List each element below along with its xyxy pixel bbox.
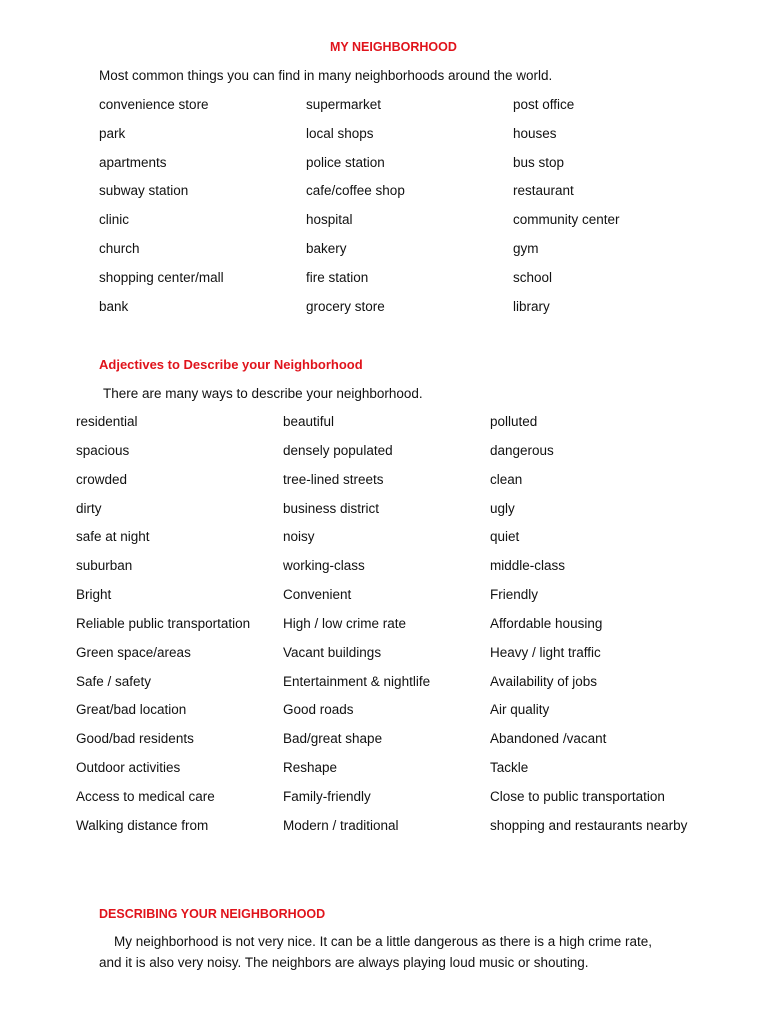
list-item: middle-class: [490, 558, 566, 574]
list-item: Walking distance from: [76, 817, 209, 833]
paragraph-line: and it is also very noisy. The neighbors are always playing loud music or shouting.: [99, 954, 589, 970]
list-item: subway station: [99, 183, 189, 199]
list-item: post office: [513, 97, 575, 112]
list-item: supermarket: [306, 97, 382, 112]
list-item: library: [513, 298, 550, 314]
list-item: Reshape: [283, 760, 338, 776]
list-item: Vacant buildings: [283, 644, 382, 660]
list-item: suburban: [76, 558, 133, 574]
list-item: Tackle: [490, 760, 529, 776]
list-item: apartments: [99, 154, 167, 170]
list-item: cafe/coffee shop: [306, 183, 405, 199]
list-item: Family-friendly: [283, 788, 371, 804]
list-item: fire station: [306, 269, 369, 285]
list-item: Convenient: [283, 587, 352, 603]
list-item: Good/bad residents: [76, 731, 194, 747]
list-item: gym: [513, 240, 539, 256]
list-item: dirty: [76, 500, 102, 516]
list-item: bakery: [306, 240, 347, 256]
list-item: tree-lined streets: [283, 471, 384, 487]
list-item: beautiful: [283, 414, 335, 429]
page-title: MY NEIGHBORHOOD: [330, 40, 457, 54]
list-item: densely populated: [283, 442, 393, 458]
list-item: grocery store: [306, 298, 385, 314]
list-item: clinic: [99, 212, 130, 228]
list-item: Good roads: [283, 702, 354, 718]
list-item: bus stop: [513, 154, 565, 170]
list-item: convenience store: [99, 97, 209, 112]
list-item: quiet: [490, 529, 520, 545]
list-item: Availability of jobs: [490, 673, 598, 689]
list-item: polluted: [490, 414, 538, 429]
list-item: hospital: [306, 212, 353, 228]
list-item: Entertainment & nightlife: [283, 673, 431, 689]
list-item: clean: [490, 471, 523, 487]
list-item: working-class: [283, 558, 365, 574]
list-item: community center: [513, 212, 620, 228]
list-item: Modern / traditional: [283, 817, 399, 833]
list-item: houses: [513, 125, 557, 141]
list-item: Abandoned /vacant: [490, 731, 607, 747]
list-item: safe at night: [76, 529, 150, 545]
list-item: noisy: [283, 529, 315, 545]
adjectives-intro: There are many ways to describe your neighborhood.: [103, 386, 423, 401]
list-item: dangerous: [490, 442, 554, 458]
list-item: Affordable housing: [490, 615, 603, 631]
describing-heading: DESCRIBING YOUR NEIGHBORHOOD: [99, 907, 326, 921]
list-item: Air quality: [490, 702, 550, 718]
list-item: ugly: [490, 500, 515, 516]
list-item: Access to medical care: [76, 788, 215, 804]
list-item: local shops: [306, 125, 374, 141]
list-item: police station: [306, 154, 385, 170]
list-item: shopping center/mall: [99, 269, 224, 285]
list-item: Heavy / light traffic: [490, 644, 601, 660]
list-item: residential: [76, 414, 138, 429]
list-item: Reliable public transportation: [76, 615, 251, 631]
list-item: shopping and restaurants nearby: [490, 817, 688, 833]
list-item: Safe / safety: [76, 673, 152, 689]
paragraph-line: My neighborhood is not very nice. It can be a little dangerous as there is a high crime rate,: [114, 934, 653, 949]
list-item: school: [513, 269, 553, 285]
list-item: bank: [99, 298, 129, 314]
list-item: crowded: [76, 471, 128, 487]
list-item: Outdoor activities: [76, 760, 181, 776]
adjectives-heading: Adjectives to Describe your Neighborhood: [99, 357, 363, 372]
list-item: spacious: [76, 442, 130, 458]
list-item: Bad/great shape: [283, 731, 383, 747]
list-item: Bright: [76, 587, 112, 603]
intro-text: Most common things you can find in many neighborhoods around the world.: [99, 68, 553, 83]
list-item: restaurant: [513, 183, 574, 199]
list-item: park: [99, 125, 126, 141]
describing-paragraph: [99, 932, 699, 973]
list-item: High / low crime rate: [283, 615, 407, 631]
list-item: Great/bad location: [76, 702, 187, 718]
list-item: Close to public transportation: [490, 788, 665, 804]
list-item: church: [99, 240, 140, 256]
list-item: Green space/areas: [76, 644, 191, 660]
list-item: business district: [283, 500, 380, 516]
list-item: Friendly: [490, 587, 539, 603]
